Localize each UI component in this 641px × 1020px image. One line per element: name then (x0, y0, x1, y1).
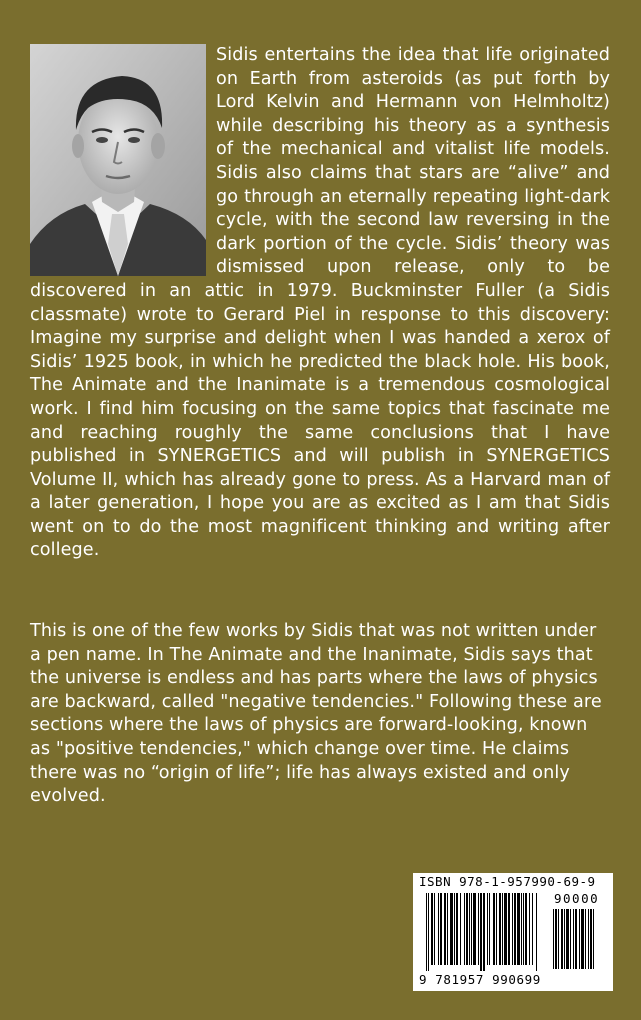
barcode-bar (493, 893, 495, 965)
barcode-bar (444, 893, 446, 965)
description-paragraph-1: Sidis entertains the idea that life originated on Earth from asteroids (as put forth by Lord Kelvin and Hermann von Helmholtz) while describing his theory as a synthesis of the mechanical and vitalist life models. Sidis also claims that stars are “alive” and go through an eternally repeating light-dark cycle, with the second law reversing in the dark portion of the cycle. Sidis’ theory was dismissed upon release, only to be discovered in an attic in 1979. Buckminster Fuller (a Sidis classmate) wrote to Gerard Piel in response to this discovery: Imagine my surprise and delight when I was handed a xerox of Sidis’ 1925 book, in which he predicted the black hole. His book, The Animate and the Inanimate is a tremendous cosmological work. I find him focusing on the same topics that fascinate me and reaching roughly the same conclusions that I have published in SYNERGETICS and will publish in SYNERGETICS Volume II, which has already gone to press. As a Harvard man of a later generation, I hope you are as excited as I am that Sidis went on to do the most magnificent thinking and writing after college. (30, 45, 610, 561)
barcode-bar (564, 909, 565, 969)
barcode-bar (450, 893, 453, 965)
barcode-bar (454, 893, 455, 965)
barcode-bar (555, 909, 557, 969)
barcode-bar (588, 909, 589, 969)
barcode-bar (431, 893, 433, 965)
barcode-bar (558, 909, 559, 969)
price-code: 90000 (554, 891, 600, 906)
barcode-bar (434, 893, 435, 965)
barcode-bar (504, 893, 507, 965)
price-barcode-bars (553, 909, 605, 971)
barcode-bar (575, 909, 577, 969)
barcode-bar (473, 893, 476, 965)
barcode-bar (581, 909, 584, 969)
description-paragraph-1-container (30, 44, 610, 563)
barcode-bar (508, 893, 510, 965)
barcode-bar (570, 909, 571, 969)
barcode-bar (456, 893, 458, 965)
barcode-bar (469, 893, 470, 965)
description-paragraph-2: This is one of the few works by Sidis that was not written under a pen name. In The Animate and the Inanimate, Sidis says that the universe is endless and has parts where the laws of physics are backward, called "negative tendencies." Following these are sections where the laws of physics are forward-looking, known as "positive tendencies," which change over time. He claims there was no “origin of life”; life has always existed and only evolved. (30, 621, 602, 807)
barcode-bar (478, 893, 479, 965)
portrait-text-wrap-spacer (30, 44, 216, 274)
barcode-bar (514, 893, 516, 965)
isbn-label: ISBN 978-1-957990-69-9 (419, 874, 596, 889)
barcode-bar (529, 893, 530, 965)
barcode-bar (480, 893, 482, 971)
isbn-barcode (413, 873, 613, 991)
barcode-bar (489, 893, 490, 965)
barcode-bar (521, 893, 522, 965)
barcode-bar (579, 909, 580, 969)
barcode-bar (487, 893, 488, 965)
ean-barcode-bars (426, 893, 548, 973)
barcode-bar (426, 893, 427, 971)
barcode-bar (593, 909, 594, 969)
barcode-bar (440, 893, 442, 965)
barcode-bar (466, 893, 468, 965)
barcode-bar (447, 893, 448, 965)
ean-digits: 9 781957 990699 (419, 972, 541, 987)
barcode-bar (536, 893, 537, 971)
barcode-bar (512, 893, 513, 965)
barcode-bar (502, 893, 503, 965)
barcode-bar (590, 909, 592, 969)
barcode-bar (464, 893, 465, 965)
barcode-bar (428, 893, 429, 971)
barcode-bar (553, 909, 554, 969)
barcode-bar (525, 893, 527, 965)
barcode-bar (496, 893, 497, 965)
barcode-bar (585, 909, 586, 969)
barcode-bar (517, 893, 520, 965)
barcode-bar (438, 893, 439, 965)
barcode-bar (460, 893, 461, 965)
barcode-bar (471, 893, 472, 965)
barcode-bar (561, 909, 563, 969)
barcode-bar (499, 893, 501, 965)
barcode-bar (483, 893, 485, 971)
barcode-bar (566, 909, 569, 969)
barcode-bar (532, 893, 533, 965)
barcode-bar (573, 909, 574, 969)
barcode-bar (523, 893, 524, 965)
